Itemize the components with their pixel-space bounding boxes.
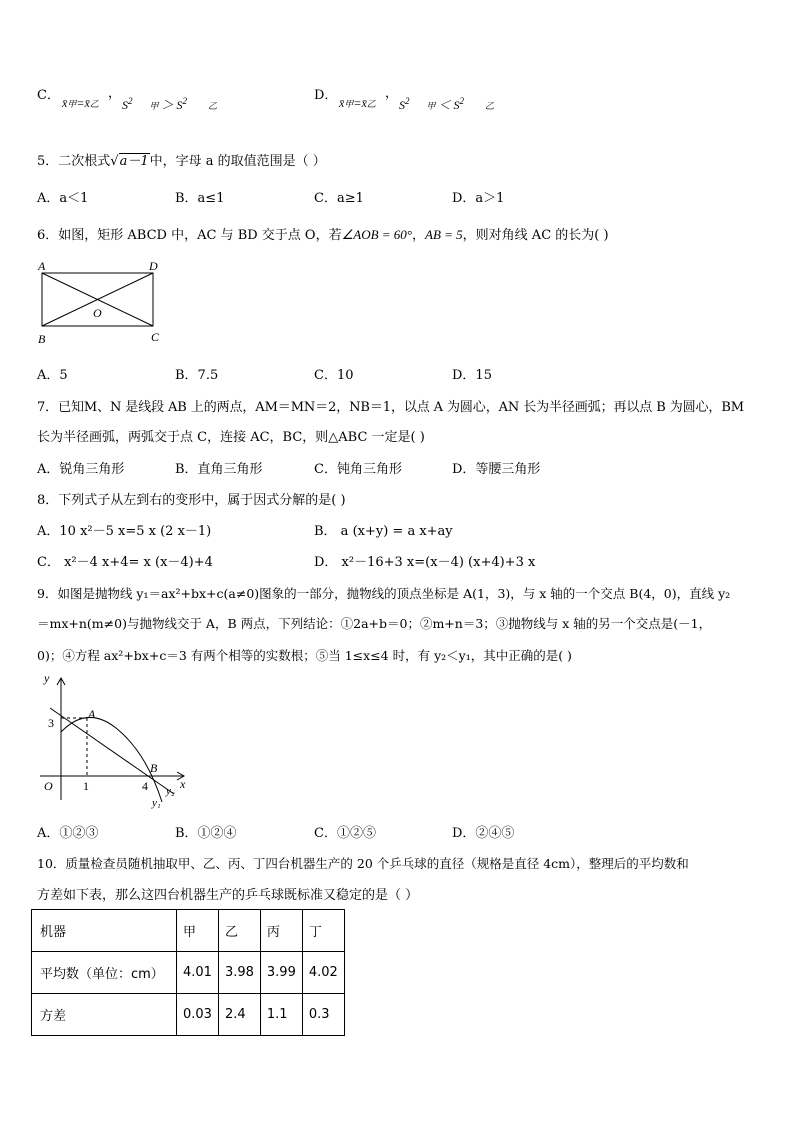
q4-optc-label: C． [37,88,60,103]
q7-stem-line2: 长为半径画弧，两弧交于点 C，连接 AC，BC，则△ABC 一定是( ) [37,430,425,445]
q4-optd-variance: $S^2$ 甲 ＜ $S^2$ 乙 [399,96,495,112]
q5-stem: 5．二次根式√a－1中，字母 a 的取值范围是（ ） [37,154,326,169]
q5-option-a[interactable]: A．a＜1 [37,191,89,206]
q9-label-x: x [180,777,186,791]
table-cell: 机器 [32,910,177,952]
table-cell: 丙 [260,910,302,952]
q5-option-d[interactable]: D．a＞1 [452,191,505,206]
q10-stem-line2: 方差如下表，那么这四台机器生产的乒乓球既标准又稳定的是（ ） [37,888,419,903]
table-cell: 4.01 [177,952,219,994]
q9-label-1: 1 [83,779,89,793]
q5-radical: √a－1 [110,154,149,169]
q8-option-c[interactable]: C． x²－4 x+4= x (x－4)+4 [37,555,213,570]
q9-label-o: O [44,779,53,793]
q4-option-c[interactable] [37,84,60,103]
q10-data-table [31,909,345,1036]
q9-option-c[interactable]: C．①②⑤ [314,826,376,841]
table-header-row [32,910,345,952]
q6-option-b[interactable]: B．7.5 [175,368,219,383]
q4-optc-comma: ， [108,86,122,101]
q8-option-b[interactable]: B． a (x+y) = a x+ay [314,524,453,539]
q4-optc-formula: x̄甲=x̄乙 [62,96,99,110]
table-cell: 甲 [177,910,219,952]
q9-option-b[interactable]: B．①②④ [175,826,237,841]
table-cell: 乙 [218,910,260,952]
table-cell: 0.03 [177,994,219,1036]
q6-stem: 6．如图，矩形 ABCD 中，AC 与 BD 交于点 O，若∠AOB = 60°，AB = 5，则对角线 AC 的长为( ) [37,227,609,243]
table-cell: 2.4 [218,994,260,1036]
q6-label-c: C [151,330,160,344]
q6-label-o: O [93,306,102,320]
q7-stem-line1: 7．已知M、N 是线段 AB 上的两点，AM＝MN＝2，NB＝1，以点 A 为圆心，AN 长为半径画弧；再以点 B 为圆心，BM [37,400,744,415]
q9-label-b: B [150,761,158,775]
q4-optd-formula: x̄甲=x̄乙 [339,96,376,110]
q4-optd-label: D． [314,88,338,103]
q7-option-c[interactable]: C．钝角三角形 [314,462,402,477]
table-cell: 丁 [302,910,344,952]
q5-option-c[interactable]: C．a≥1 [314,191,364,206]
q6-option-c[interactable]: C．10 [314,368,354,383]
q9-option-d[interactable]: D．②④⑤ [452,826,515,841]
q9-label-4: 4 [142,779,148,793]
q4-optd-comma: ， [385,86,399,101]
q9-option-a[interactable]: A．①②③ [37,826,99,841]
q7-option-b[interactable]: B．直角三角形 [175,462,263,477]
q6-label-d: D [149,259,158,273]
q9-label-y2: y₂ [166,785,175,797]
q8-stem: 8．下列式子从左到右的变形中，属于因式分解的是( ) [37,493,346,508]
q7-option-d[interactable]: D．等腰三角形 [452,462,541,477]
q5-option-b[interactable]: B．a≤1 [175,191,225,206]
table-cell: 1.1 [260,994,302,1036]
q9-parabola-figure [36,670,192,810]
table-row [32,994,345,1036]
q6-label-a: A [38,259,46,273]
table-cell: 方差 [32,994,177,1036]
q8-option-a[interactable]: A．10 x²－5 x=5 x (2 x－1) [37,524,212,539]
table-cell: 3.98 [218,952,260,994]
q4-optc-variance: $S^2$ 甲 ＞ $S^2$ 乙 [122,96,218,112]
q8-option-d[interactable]: D． x²－16+3 x=(x－4) (x+4)+3 x [314,555,536,570]
q9-stem-line3: 0)；④方程 ax²+bx+c＝3 有两个相等的实数根；⑤当 1≤x≤4 时，有 y₂＜y₁，其中正确的是( ) [37,648,572,663]
q9-label-y: y [44,671,50,685]
table-row [32,952,345,994]
q6-rectangle-figure [30,256,170,348]
q9-label-y1: y₁ [152,797,161,809]
table-cell: 0.3 [302,994,344,1036]
q9-stem-line1: 9．如图是抛物线 y₁＝ax²+bx+c(a≠0)图象的一部分，抛物线的顶点坐标是 A(1，3)，与 x 轴的一个交点 B(4，0)，直线 y₂ [37,586,731,601]
q9-label-3: 3 [48,716,54,730]
q6-option-d[interactable]: D．15 [452,368,492,383]
q6-label-b: B [38,332,46,346]
table-cell: 平均数（单位：cm） [32,952,177,994]
q9-label-a: A [88,707,96,721]
q7-option-a[interactable]: A．锐角三角形 [37,462,125,477]
q9-stem-line2: ＝mx+n(m≠0)与抛物线交于 A，B 两点，下列结论：①2a+b＝0；②m+n＝3；③抛物线与 x 轴的另一个交点是(－1， [37,616,712,631]
q10-stem-line1: 10．质量检查员随机抽取甲、乙、丙、丁四台机器生产的 20 个乒乓球的直径（规格是直径 4cm），整理后的平均数和 [37,856,689,871]
table-cell: 3.99 [260,952,302,994]
table-cell: 4.02 [302,952,344,994]
q4-option-d[interactable] [314,84,337,103]
q6-option-a[interactable]: A．5 [37,368,68,383]
